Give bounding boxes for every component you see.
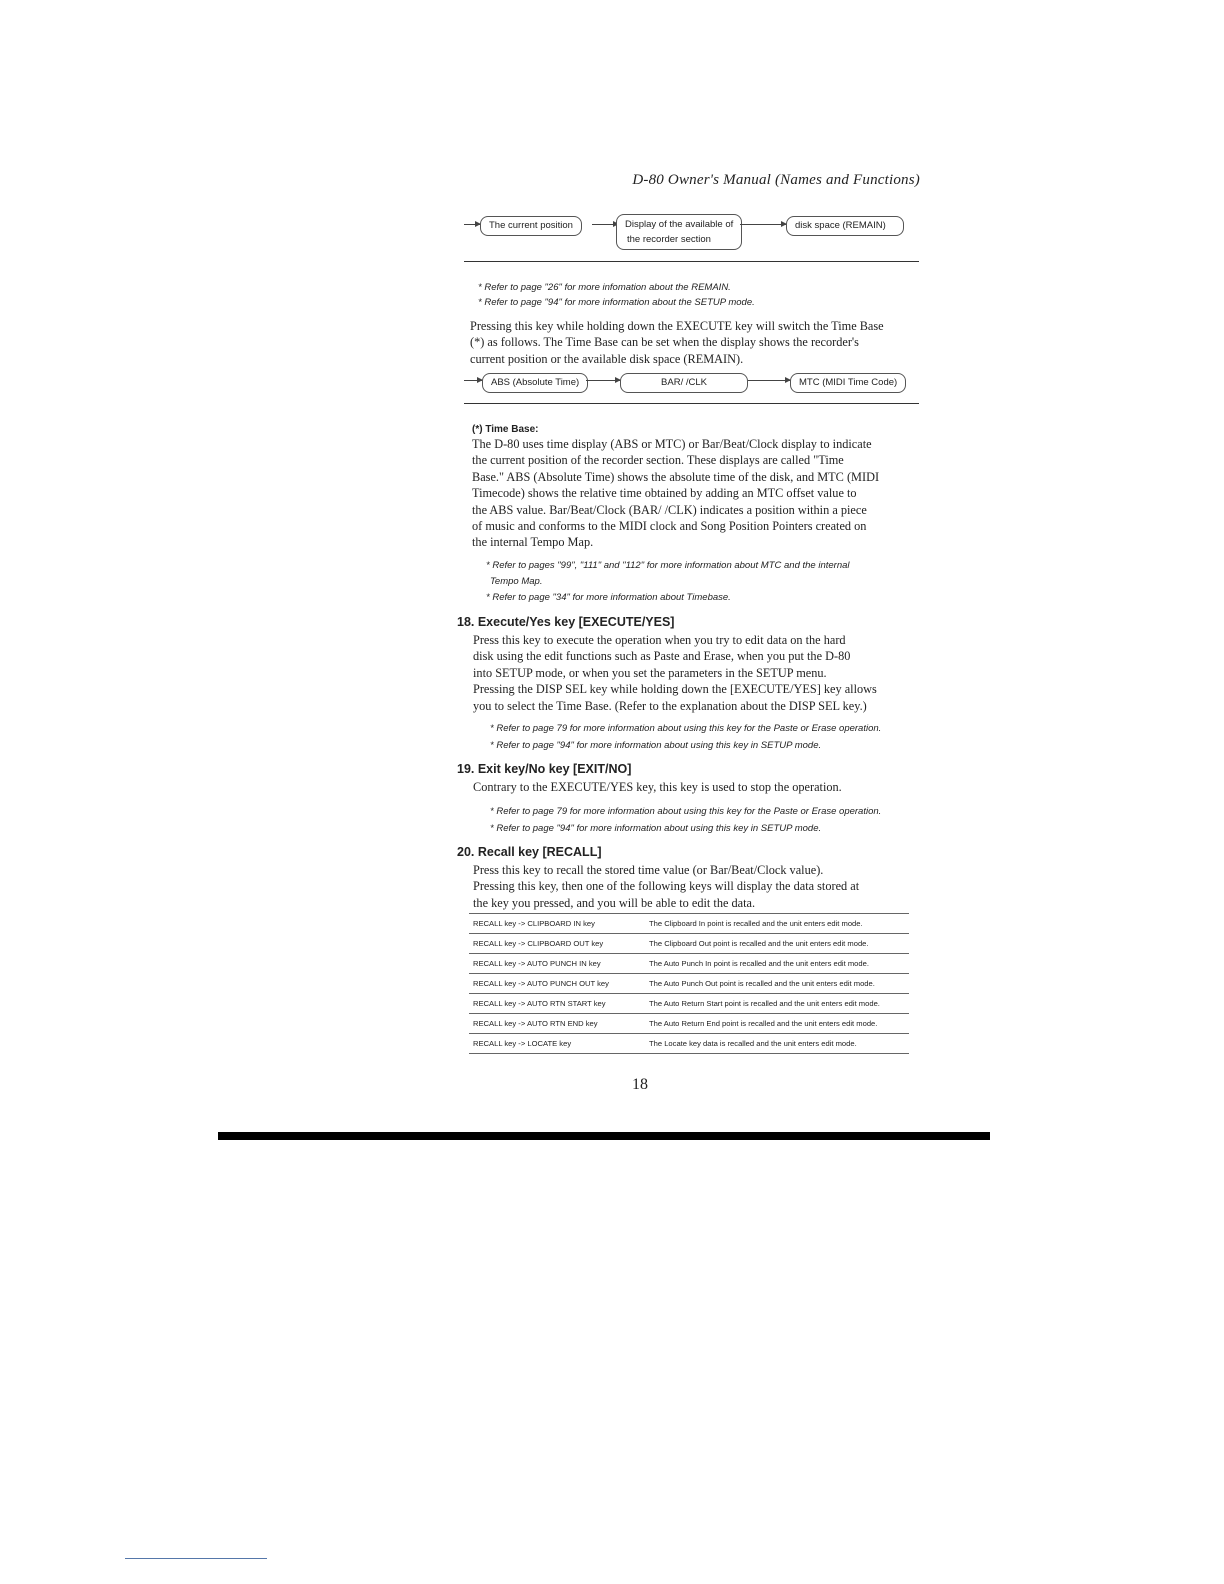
table-row — [469, 994, 909, 1014]
table-cell-key: RECALL key -> AUTO PUNCH IN key — [469, 954, 645, 974]
section-19-notes — [490, 803, 930, 837]
table-cell-key: RECALL key -> AUTO RTN START key — [469, 994, 645, 1014]
page-header-title: D-80 Owner's Manual (Names and Functions) — [632, 172, 920, 188]
note-line: * Refer to page "26" for more infomation about the REMAIN. — [478, 282, 731, 293]
table-row — [469, 1034, 909, 1054]
text-line: Press this key to execute the operation when you try to edit data on the hard — [473, 633, 846, 647]
table-cell-key: RECALL key -> CLIPBOARD IN key — [469, 914, 645, 934]
table-cell-key: RECALL key -> LOCATE key — [469, 1034, 645, 1054]
note-line: * Refer to pages "99", "111" and "112" for more information about MTC and the internal — [486, 560, 850, 571]
flow-diagram-display — [464, 212, 919, 262]
text-line: current position or the available disk space (REMAIN). — [470, 351, 744, 366]
flow-arrow — [592, 224, 618, 226]
table-cell-description: The Clipboard Out point is recalled and the unit enters edit mode. — [645, 934, 909, 954]
table-row — [469, 974, 909, 994]
text-line: Pressing the DISP SEL key while holding down the [EXECUTE/YES] key allows — [473, 682, 877, 697]
text-line: Pressing this key, then one of the following keys will display the data stored at — [473, 879, 860, 894]
note-line: Tempo Map. — [490, 576, 543, 587]
section-19-paragraph — [473, 779, 933, 795]
note-line: * Refer to page "94" for more information about using this key in SETUP mode. — [490, 740, 822, 751]
time-base-paragraph — [472, 436, 932, 551]
time-base-heading: (*) Time Base: — [472, 424, 539, 435]
text-line: The D-80 uses time display (ABS or MTC) or Bar/Beat/Clock display to indicate — [472, 437, 872, 451]
text-line: the current position of the recorder section. These displays are called "Time — [472, 453, 844, 468]
text-line: the ABS value. Bar/Beat/Clock (BAR/ /CLK) indicates a position within a piece — [472, 502, 867, 517]
flow-node-current-position: The current position — [480, 216, 582, 236]
table-cell-description: The Clipboard In point is recalled and the unit enters edit mode. — [645, 914, 909, 934]
text-line: the internal Tempo Map. — [472, 535, 594, 550]
text-line: Contrary to the EXECUTE/YES key, this key is used to stop the operation. — [473, 780, 842, 794]
notes-remain-setup — [478, 280, 918, 310]
table-cell-key: RECALL key -> CLIPBOARD OUT key — [469, 934, 645, 954]
flow-baseline — [464, 403, 919, 404]
table-cell-description: The Locate key data is recalled and the unit enters edit mode. — [645, 1034, 909, 1054]
table-row — [469, 914, 909, 934]
time-base-notes — [486, 558, 926, 606]
table-cell-description: The Auto Return End point is recalled and the unit enters edit mode. — [645, 1014, 909, 1034]
intro-paragraph — [470, 318, 930, 367]
table-cell-key: RECALL key -> AUTO RTN END key — [469, 1014, 645, 1034]
text-line: Press this key to recall the stored time value (or Bar/Beat/Clock value). — [473, 863, 824, 877]
note-line: * Refer to page "94" for more information about using this key in SETUP mode. — [490, 823, 822, 834]
table-cell-description: The Auto Return Start point is recalled and the unit enters edit mode. — [645, 994, 909, 1014]
flow-arrow — [748, 380, 790, 382]
text-line: you to select the Time Base. (Refer to the explanation about the DISP SEL key.) — [473, 698, 867, 713]
flow-baseline — [464, 261, 919, 262]
text-line: into SETUP mode, or when you set the parameters in the SETUP menu. — [473, 665, 827, 680]
footer-bar — [218, 1132, 990, 1140]
flow-node-line: Display of the available of — [625, 219, 734, 230]
text-line: Pressing this key while holding down the EXECUTE key will switch the Time Base — [470, 319, 884, 333]
section-19-heading: 19. Exit key/No key [EXIT/NO] — [457, 762, 632, 776]
section-18-paragraph — [473, 632, 933, 714]
table-row — [469, 1014, 909, 1034]
table-row — [469, 954, 909, 974]
table-cell-description: The Auto Punch In point is recalled and the unit enters edit mode. — [645, 954, 909, 974]
text-line: Base." ABS (Absolute Time) shows the absolute time of the disk, and MTC (MIDI — [472, 469, 880, 484]
flow-diagram-time-base — [464, 368, 919, 404]
table-cell-key: RECALL key -> AUTO PUNCH OUT key — [469, 974, 645, 994]
text-line: Timecode) shows the relative time obtained by adding an MTC offset value to — [472, 486, 857, 501]
flow-arrow — [586, 380, 620, 382]
flow-node-mtc: MTC (MIDI Time Code) — [790, 373, 906, 393]
flow-node-line: the recorder section — [627, 234, 711, 245]
bottom-rule — [125, 1558, 267, 1559]
text-line: disk using the edit functions such as Paste and Erase, when you put the D-80 — [473, 649, 851, 664]
section-20-heading: 20. Recall key [RECALL] — [457, 845, 602, 859]
table-row — [469, 934, 909, 954]
flow-node-bar-clk: BAR/ /CLK — [620, 373, 748, 393]
note-line: * Refer to page "34" for more information about Timebase. — [486, 592, 731, 603]
flow-arrow — [464, 224, 480, 226]
table-cell-description: The Auto Punch Out point is recalled and the unit enters edit mode. — [645, 974, 909, 994]
recall-table — [469, 913, 909, 1054]
flow-node-available — [616, 214, 742, 250]
flow-arrow — [740, 224, 786, 226]
text-line: (*) as follows. The Time Base can be set when the display shows the recorder's — [470, 335, 859, 350]
flow-node-abs: ABS (Absolute Time) — [482, 373, 588, 393]
note-line: * Refer to page 79 for more information about using this key for the Paste or Erase operation. — [490, 806, 882, 817]
section-18-heading: 18. Execute/Yes key [EXECUTE/YES] — [457, 615, 675, 629]
section-18-notes — [490, 720, 930, 754]
section-20-paragraph — [473, 862, 933, 911]
text-line: the key you pressed, and you will be able to edit the data. — [473, 895, 756, 910]
page-number: 18 — [632, 1076, 648, 1093]
flow-node-remain: disk space (REMAIN) — [786, 216, 904, 236]
text-line: of music and conforms to the MIDI clock and Song Position Pointers created on — [472, 519, 867, 534]
note-line: * Refer to page 79 for more information about using this key for the Paste or Erase operation. — [490, 723, 882, 734]
flow-arrow — [464, 380, 482, 382]
note-line: * Refer to page "94" for more information about the SETUP mode. — [478, 297, 755, 308]
